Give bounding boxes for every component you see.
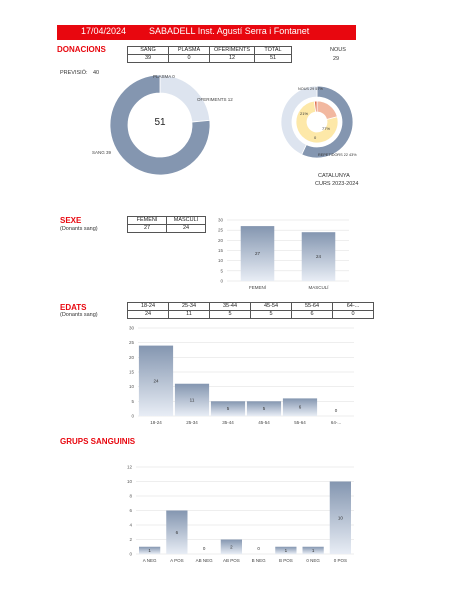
donut-label-oferiments: OFERIMENTS 12 [197, 97, 233, 102]
y-tick-label: 10 [126, 479, 132, 484]
section-title-grups: GRUPS SANGUINIS [60, 437, 136, 446]
x-category-label: A NEG [142, 558, 157, 563]
cat-inner-label: 0 [314, 135, 317, 140]
report-title: SABADELL Inst. Agustí Serra i Fontanet [149, 26, 310, 36]
y-tick-label: 10 [217, 258, 223, 264]
y-tick-label: 5 [131, 398, 134, 404]
edats-table [127, 302, 374, 319]
sexe-subtitle: (Donants sang) [60, 226, 98, 232]
edats-value: 11 [169, 311, 210, 319]
bar-value-label: 10 [337, 515, 343, 521]
bar-value-label: 24 [315, 254, 322, 260]
y-tick-label: 25 [128, 340, 134, 346]
y-tick-label: 30 [128, 325, 134, 331]
edats-bar-chart [118, 323, 358, 428]
section-title-donacions: DONACIONS [57, 45, 106, 54]
x-category-label: 0 POS [333, 558, 348, 563]
donacions-table [127, 46, 292, 63]
bar-value-label: 1 [148, 547, 151, 553]
bar-value-label: 0 [257, 546, 260, 551]
sexe-value: 27 [128, 225, 167, 233]
bar-value-label: 0 [334, 408, 338, 413]
edats-value: 5 [210, 311, 251, 319]
nous-label: NOUS [330, 47, 346, 53]
donacions-value: 12 [210, 55, 255, 63]
edats-value: 24 [128, 311, 169, 319]
y-tick-label: 5 [220, 268, 223, 274]
edats-header: 18-24 [128, 303, 169, 311]
x-category-label: 45-54 [258, 420, 270, 425]
y-tick-label: 0 [220, 278, 223, 284]
bar-value-label: 1 [284, 547, 288, 553]
sexe-value: 24 [167, 225, 206, 233]
donations-donut-chart [80, 70, 280, 180]
y-tick-label: 25 [217, 227, 223, 233]
previsio-value: 40 [93, 70, 100, 76]
cat-inner-label: 77% [322, 126, 331, 131]
bar-value-label: 6 [175, 529, 179, 535]
sexe-header: MASCULÍ [167, 217, 206, 225]
nous-value: 29 [333, 56, 340, 62]
edats-value: 0 [333, 311, 374, 319]
cat-inner-label: 21% [300, 111, 309, 116]
x-category-label: FEMENÍ [248, 285, 267, 290]
y-tick-label: 0 [129, 551, 132, 557]
section-title-sexe: SEXE [60, 216, 82, 225]
x-category-label: B POS [278, 558, 293, 563]
edats-header: 25-34 [169, 303, 210, 311]
curs-caption: CURS 2023-2024 [315, 181, 359, 187]
edats-header: 55-64 [292, 303, 333, 311]
cat-label-repetidors: REPETIDORS 22 43% [318, 153, 357, 157]
cat-label-nous: NOUS 29 57% [298, 87, 323, 91]
y-tick-label: 4 [129, 522, 132, 528]
donacions-value: 0 [169, 55, 210, 63]
x-category-label: 18-24 [150, 420, 162, 425]
report-date: 17/04/2024 [81, 26, 127, 36]
donut-label-plasma: PLASMA 0 [153, 74, 175, 79]
y-tick-label: 0 [131, 413, 134, 419]
donacions-header: SANG [128, 47, 169, 55]
y-tick-label: 2 [129, 537, 132, 542]
donacions-header: TOTAL [255, 47, 292, 55]
bar-value-label: 0 [202, 546, 206, 551]
bar-value-label: 24 [153, 378, 159, 384]
donut-label-sang: SANG 39 [92, 150, 112, 155]
x-category-label: AB NEG [195, 558, 213, 563]
x-category-label: 55-64 [294, 420, 306, 425]
edats-value: 6 [292, 311, 333, 319]
sexe-table [127, 216, 206, 233]
x-category-label: MASCULÍ [308, 285, 329, 290]
donacions-value: 39 [128, 55, 169, 63]
bar-value-label: 1 [311, 547, 315, 553]
bar-value-label: 5 [262, 406, 266, 412]
x-category-label: A POS [170, 558, 184, 563]
sexe-header: FEMENÍ [128, 217, 167, 225]
y-tick-label: 20 [217, 237, 223, 243]
x-category-label: 64-... [330, 420, 342, 425]
catalunya-caption: CATALUNYA [318, 173, 350, 179]
edats-header: 35-44 [210, 303, 251, 311]
donacions-value: 51 [255, 55, 292, 63]
x-category-label: 35-44 [222, 420, 234, 425]
edats-value: 5 [251, 311, 292, 319]
y-tick-label: 10 [128, 384, 134, 390]
grups-bar-chart [118, 462, 358, 566]
y-tick-label: 30 [217, 217, 223, 223]
edats-header: 64-... [333, 303, 374, 311]
x-category-label: 25-34 [186, 420, 198, 425]
y-tick-label: 6 [129, 508, 132, 513]
bar-value-label: 5 [226, 406, 230, 412]
y-tick-label: 15 [217, 248, 223, 253]
x-category-label: B NEG [251, 558, 266, 563]
x-category-label: 0 NEG [306, 558, 320, 563]
bar-value-label: 11 [189, 397, 195, 403]
section-title-edats: EDATS [60, 303, 87, 312]
x-category-label: AB POS [222, 558, 240, 563]
y-tick-label: 8 [129, 493, 132, 499]
donacions-header: OFERIMENTS [210, 47, 255, 55]
bar-value-label: 6 [298, 404, 302, 410]
donacions-header: PLASMA [169, 47, 210, 55]
sexe-bar-chart [213, 215, 353, 293]
y-tick-label: 20 [128, 354, 134, 360]
bar-value-label: 2 [230, 544, 233, 550]
y-tick-label: 15 [128, 369, 134, 375]
donut-center-total: 51 [154, 117, 166, 128]
edats-subtitle: (Donants sang) [60, 312, 98, 318]
bar-value-label: 27 [254, 251, 261, 257]
edats-header: 45-54 [251, 303, 292, 311]
previsio-label: PREVISIÓ: [60, 70, 88, 76]
header-bar [57, 25, 356, 40]
catalunya-donut-chart [280, 82, 360, 162]
y-tick-label: 12 [126, 464, 132, 470]
